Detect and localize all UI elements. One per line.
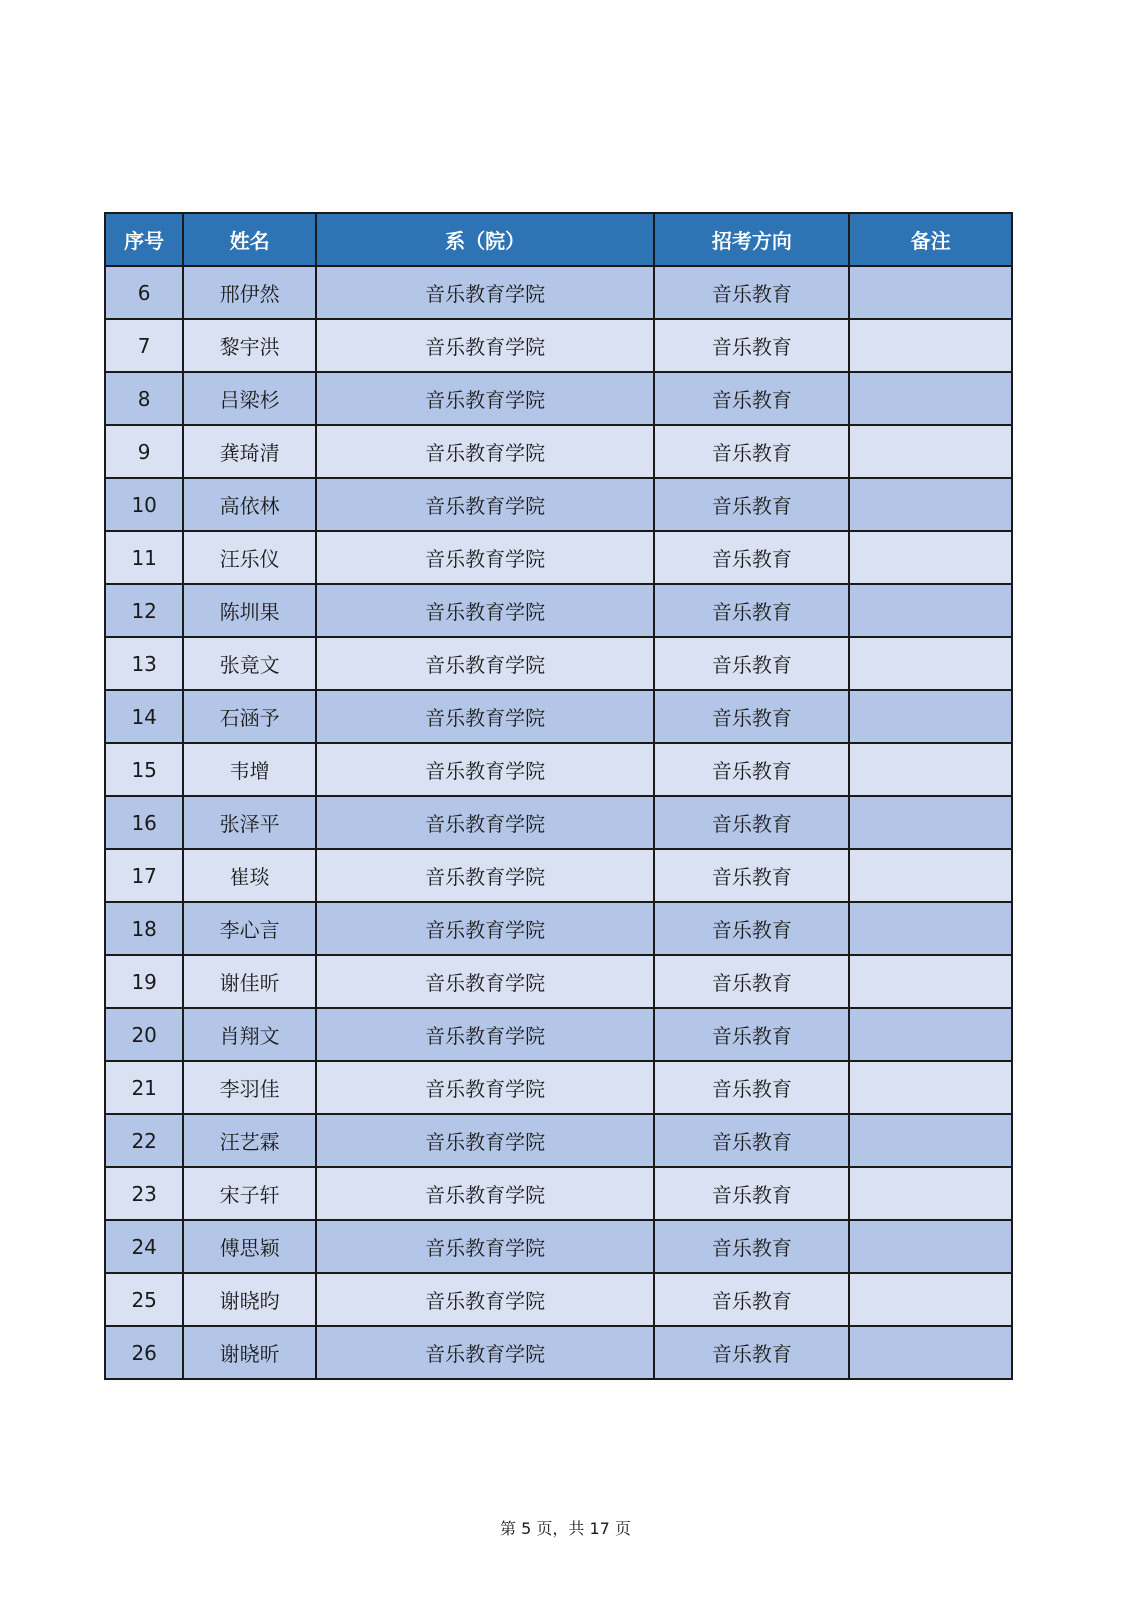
cell-department: 音乐教育学院 <box>316 531 654 584</box>
cell-remarks <box>849 743 1012 796</box>
footer-prefix: 第 <box>500 1519 522 1538</box>
cell-name: 汪乐仪 <box>183 531 316 584</box>
cell-department: 音乐教育学院 <box>316 1220 654 1273</box>
cell-serial-number: 9 <box>105 425 183 478</box>
cell-serial-number: 6 <box>105 266 183 319</box>
cell-serial-number: 16 <box>105 796 183 849</box>
cell-name: 石涵予 <box>183 690 316 743</box>
cell-serial-number: 12 <box>105 584 183 637</box>
cell-serial-number: 14 <box>105 690 183 743</box>
cell-direction: 音乐教育 <box>654 266 849 319</box>
table-row <box>105 584 1012 637</box>
cell-direction: 音乐教育 <box>654 955 849 1008</box>
cell-name: 谢晓昀 <box>183 1273 316 1326</box>
cell-name: 韦增 <box>183 743 316 796</box>
table-row <box>105 425 1012 478</box>
cell-serial-number: 26 <box>105 1326 183 1379</box>
header-department: 系（院） <box>316 213 654 266</box>
cell-direction: 音乐教育 <box>654 849 849 902</box>
table-row <box>105 1220 1012 1273</box>
table-row <box>105 531 1012 584</box>
cell-name: 谢晓昕 <box>183 1326 316 1379</box>
cell-remarks <box>849 637 1012 690</box>
cell-department: 音乐教育学院 <box>316 849 654 902</box>
cell-direction: 音乐教育 <box>654 531 849 584</box>
cell-direction: 音乐教育 <box>654 319 849 372</box>
table-row <box>105 1061 1012 1114</box>
cell-serial-number: 7 <box>105 319 183 372</box>
header-direction: 招考方向 <box>654 213 849 266</box>
cell-department: 音乐教育学院 <box>316 1008 654 1061</box>
cell-remarks <box>849 531 1012 584</box>
cell-serial-number: 21 <box>105 1061 183 1114</box>
cell-remarks <box>849 1167 1012 1220</box>
cell-remarks <box>849 902 1012 955</box>
table-row <box>105 955 1012 1008</box>
cell-name: 黎宇洪 <box>183 319 316 372</box>
cell-remarks <box>849 849 1012 902</box>
footer-total-pages: 17 <box>589 1519 610 1538</box>
table-row <box>105 849 1012 902</box>
cell-department: 音乐教育学院 <box>316 902 654 955</box>
cell-serial-number: 17 <box>105 849 183 902</box>
cell-serial-number: 23 <box>105 1167 183 1220</box>
cell-serial-number: 18 <box>105 902 183 955</box>
cell-name: 邢伊然 <box>183 266 316 319</box>
cell-department: 音乐教育学院 <box>316 637 654 690</box>
cell-serial-number: 19 <box>105 955 183 1008</box>
cell-department: 音乐教育学院 <box>316 425 654 478</box>
cell-name: 张竟文 <box>183 637 316 690</box>
table-row <box>105 372 1012 425</box>
table-row <box>105 1273 1012 1326</box>
cell-department: 音乐教育学院 <box>316 1167 654 1220</box>
cell-direction: 音乐教育 <box>654 1008 849 1061</box>
cell-serial-number: 11 <box>105 531 183 584</box>
cell-remarks <box>849 372 1012 425</box>
cell-direction: 音乐教育 <box>654 1326 849 1379</box>
cell-direction: 音乐教育 <box>654 637 849 690</box>
cell-serial-number: 22 <box>105 1114 183 1167</box>
cell-direction: 音乐教育 <box>654 372 849 425</box>
table-row <box>105 478 1012 531</box>
cell-department: 音乐教育学院 <box>316 1114 654 1167</box>
cell-serial-number: 10 <box>105 478 183 531</box>
table-row <box>105 743 1012 796</box>
footer-middle: 页，共 <box>531 1519 590 1538</box>
cell-direction: 音乐教育 <box>654 902 849 955</box>
table-header <box>105 213 1012 266</box>
cell-name: 李羽佳 <box>183 1061 316 1114</box>
cell-serial-number: 24 <box>105 1220 183 1273</box>
table-row <box>105 1008 1012 1061</box>
cell-remarks <box>849 425 1012 478</box>
cell-department: 音乐教育学院 <box>316 1061 654 1114</box>
table-row <box>105 319 1012 372</box>
table-row <box>105 1167 1012 1220</box>
cell-remarks <box>849 266 1012 319</box>
cell-remarks <box>849 690 1012 743</box>
cell-name: 宋子轩 <box>183 1167 316 1220</box>
cell-remarks <box>849 1008 1012 1061</box>
cell-direction: 音乐教育 <box>654 478 849 531</box>
cell-serial-number: 15 <box>105 743 183 796</box>
cell-direction: 音乐教育 <box>654 690 849 743</box>
cell-direction: 音乐教育 <box>654 1220 849 1273</box>
cell-name: 谢佳昕 <box>183 955 316 1008</box>
cell-name: 李心言 <box>183 902 316 955</box>
cell-name: 高依林 <box>183 478 316 531</box>
header-remarks: 备注 <box>849 213 1012 266</box>
cell-department: 音乐教育学院 <box>316 955 654 1008</box>
cell-direction: 音乐教育 <box>654 796 849 849</box>
cell-name: 肖翔文 <box>183 1008 316 1061</box>
cell-remarks <box>849 1061 1012 1114</box>
cell-name: 张泽平 <box>183 796 316 849</box>
cell-department: 音乐教育学院 <box>316 319 654 372</box>
footer-current-page: 5 <box>521 1519 532 1538</box>
cell-department: 音乐教育学院 <box>316 796 654 849</box>
cell-direction: 音乐教育 <box>654 1114 849 1167</box>
cell-department: 音乐教育学院 <box>316 372 654 425</box>
cell-direction: 音乐教育 <box>654 584 849 637</box>
cell-remarks <box>849 1326 1012 1379</box>
table-row <box>105 637 1012 690</box>
cell-remarks <box>849 1220 1012 1273</box>
table-row <box>105 1114 1012 1167</box>
cell-department: 音乐教育学院 <box>316 1273 654 1326</box>
table-row <box>105 1326 1012 1379</box>
cell-remarks <box>849 319 1012 372</box>
header-row <box>105 213 1012 266</box>
cell-name: 吕梁杉 <box>183 372 316 425</box>
cell-direction: 音乐教育 <box>654 1167 849 1220</box>
cell-name: 陈圳果 <box>183 584 316 637</box>
header-name: 姓名 <box>183 213 316 266</box>
cell-serial-number: 8 <box>105 372 183 425</box>
cell-serial-number: 13 <box>105 637 183 690</box>
cell-direction: 音乐教育 <box>654 425 849 478</box>
cell-serial-number: 20 <box>105 1008 183 1061</box>
cell-department: 音乐教育学院 <box>316 690 654 743</box>
cell-department: 音乐教育学院 <box>316 266 654 319</box>
table-body <box>105 266 1012 1379</box>
table-row <box>105 266 1012 319</box>
table-row <box>105 690 1012 743</box>
cell-remarks <box>849 955 1012 1008</box>
cell-serial-number: 25 <box>105 1273 183 1326</box>
cell-remarks <box>849 1273 1012 1326</box>
cell-name: 傅思颖 <box>183 1220 316 1273</box>
cell-remarks <box>849 478 1012 531</box>
page-footer <box>0 1516 1131 1539</box>
footer-suffix: 页 <box>609 1519 631 1538</box>
cell-name: 崔琰 <box>183 849 316 902</box>
cell-remarks <box>849 1114 1012 1167</box>
cell-remarks <box>849 584 1012 637</box>
table-row <box>105 902 1012 955</box>
header-serial-number: 序号 <box>105 213 183 266</box>
cell-remarks <box>849 796 1012 849</box>
cell-department: 音乐教育学院 <box>316 584 654 637</box>
cell-direction: 音乐教育 <box>654 1061 849 1114</box>
cell-department: 音乐教育学院 <box>316 1326 654 1379</box>
cell-name: 龚琦清 <box>183 425 316 478</box>
cell-name: 汪艺霖 <box>183 1114 316 1167</box>
table-row <box>105 796 1012 849</box>
cell-department: 音乐教育学院 <box>316 478 654 531</box>
cell-direction: 音乐教育 <box>654 743 849 796</box>
cell-direction: 音乐教育 <box>654 1273 849 1326</box>
roster-table <box>104 212 1013 1380</box>
cell-department: 音乐教育学院 <box>316 743 654 796</box>
